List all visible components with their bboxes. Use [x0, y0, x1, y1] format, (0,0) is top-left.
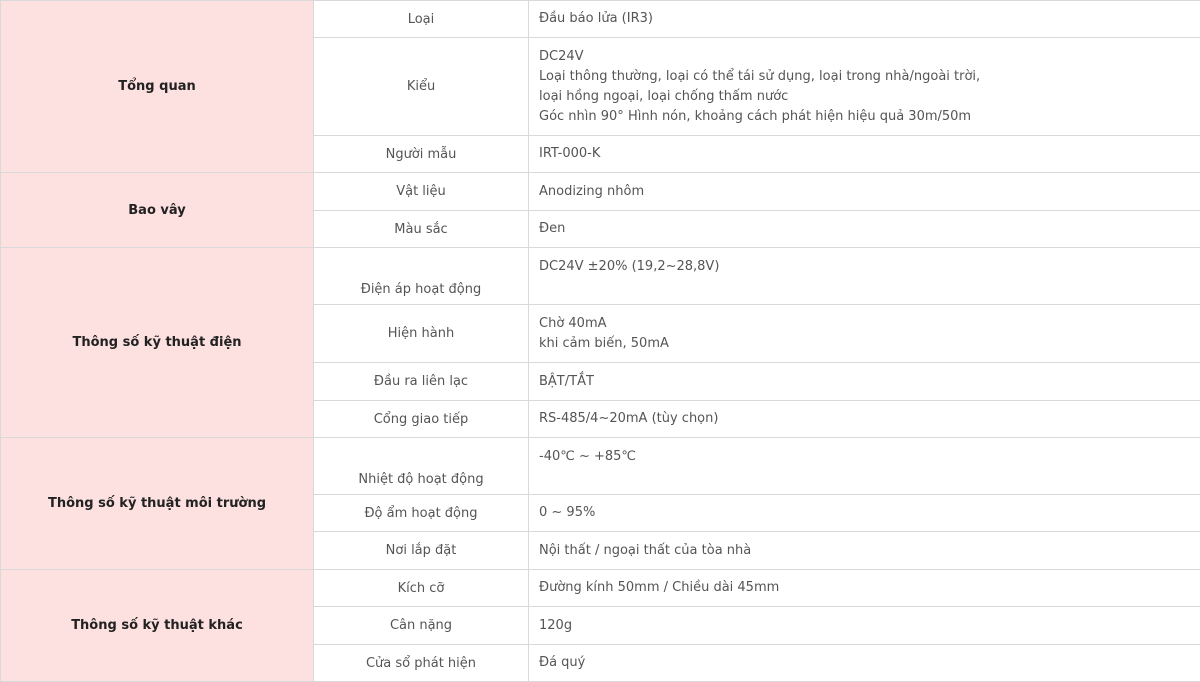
value-line: Đen: [539, 221, 566, 236]
value-line: IRT-000-K: [539, 146, 601, 161]
value-line: DC24V: [539, 48, 584, 64]
table-row: [1, 438, 1200, 495]
row-value: [529, 401, 1200, 438]
row-value: [529, 607, 1200, 645]
value-line: Góc nhìn 90° Hình nón, khoảng cách phát hiện hiệu quả 30m/50m: [539, 108, 972, 124]
table-row: [1, 248, 1200, 305]
row-value: [529, 495, 1200, 532]
row-label: Độ ẩm hoạt động: [314, 495, 529, 532]
value-line: Đầu báo lửa (IR3): [539, 11, 653, 26]
value-line: Loại thông thường, loại có thể tái sử dụng, loại trong nhà/ngoài trời,: [539, 68, 981, 84]
row-label: Cửa sổ phát hiện: [314, 645, 529, 682]
row-label: Người mẫu: [314, 136, 529, 173]
row-label: Vật liệu: [314, 173, 529, 211]
row-label: Kích cỡ: [314, 570, 529, 607]
row-label: Loại: [314, 1, 529, 38]
row-value: [529, 532, 1200, 570]
value-line: Đường kính 50mm / Chiều dài 45mm: [539, 580, 780, 595]
table-row: [1, 570, 1200, 607]
row-label: Đầu ra liên lạc: [314, 363, 529, 401]
row-label: Màu sắc: [314, 211, 529, 248]
value-line: khi cảm biến, 50mA: [539, 335, 669, 351]
group-title-electrical: Thông số kỹ thuật điện: [1, 248, 314, 438]
group-title-general: Tổng quan: [1, 1, 314, 173]
row-value: [529, 173, 1200, 211]
value-line: RS-485/4~20mA (tùy chọn): [539, 411, 719, 426]
value-line: Anodizing nhôm: [539, 183, 645, 199]
value-line: loại hồng ngoại, loại chống thấm nước: [539, 88, 789, 104]
row-value: [529, 305, 1200, 363]
value-line: 0 ~ 95%: [539, 505, 596, 520]
row-value: [529, 570, 1200, 607]
row-label: Điện áp hoạt động: [314, 248, 529, 305]
row-value: [529, 363, 1200, 401]
row-value: [529, 1, 1200, 38]
row-value: [529, 38, 1200, 136]
row-label: Nơi lắp đặt: [314, 532, 529, 570]
row-value: [529, 438, 1200, 495]
row-label: Kiểu: [314, 38, 529, 136]
row-label: Cổng giao tiếp: [314, 401, 529, 438]
value-line: Nội thất / ngoại thất của tòa nhà: [539, 542, 752, 558]
row-label: Cân nặng: [314, 607, 529, 645]
row-value: [529, 211, 1200, 248]
row-value: [529, 248, 1200, 305]
table-row: [1, 1, 1200, 38]
row-label: Hiện hành: [314, 305, 529, 363]
group-title-enclosure: Bao vây: [1, 173, 314, 248]
group-title-environmental: Thông số kỹ thuật môi trường: [1, 438, 314, 570]
value-line: 120g: [539, 617, 573, 633]
value-line: BẬT/TẮT: [539, 373, 594, 389]
group-title-other: Thông số kỹ thuật khác: [1, 570, 314, 682]
row-value: [529, 136, 1200, 173]
value-line: Đá quý: [539, 655, 586, 670]
table-row: [1, 173, 1200, 211]
value-line: Chờ 40mA: [539, 315, 607, 331]
row-value: [529, 645, 1200, 682]
value-line: -40℃ ~ +85℃: [539, 449, 637, 464]
row-label: Nhiệt độ hoạt động: [314, 438, 529, 495]
value-line: DC24V ±20% (19,2~28,8V): [539, 259, 720, 274]
